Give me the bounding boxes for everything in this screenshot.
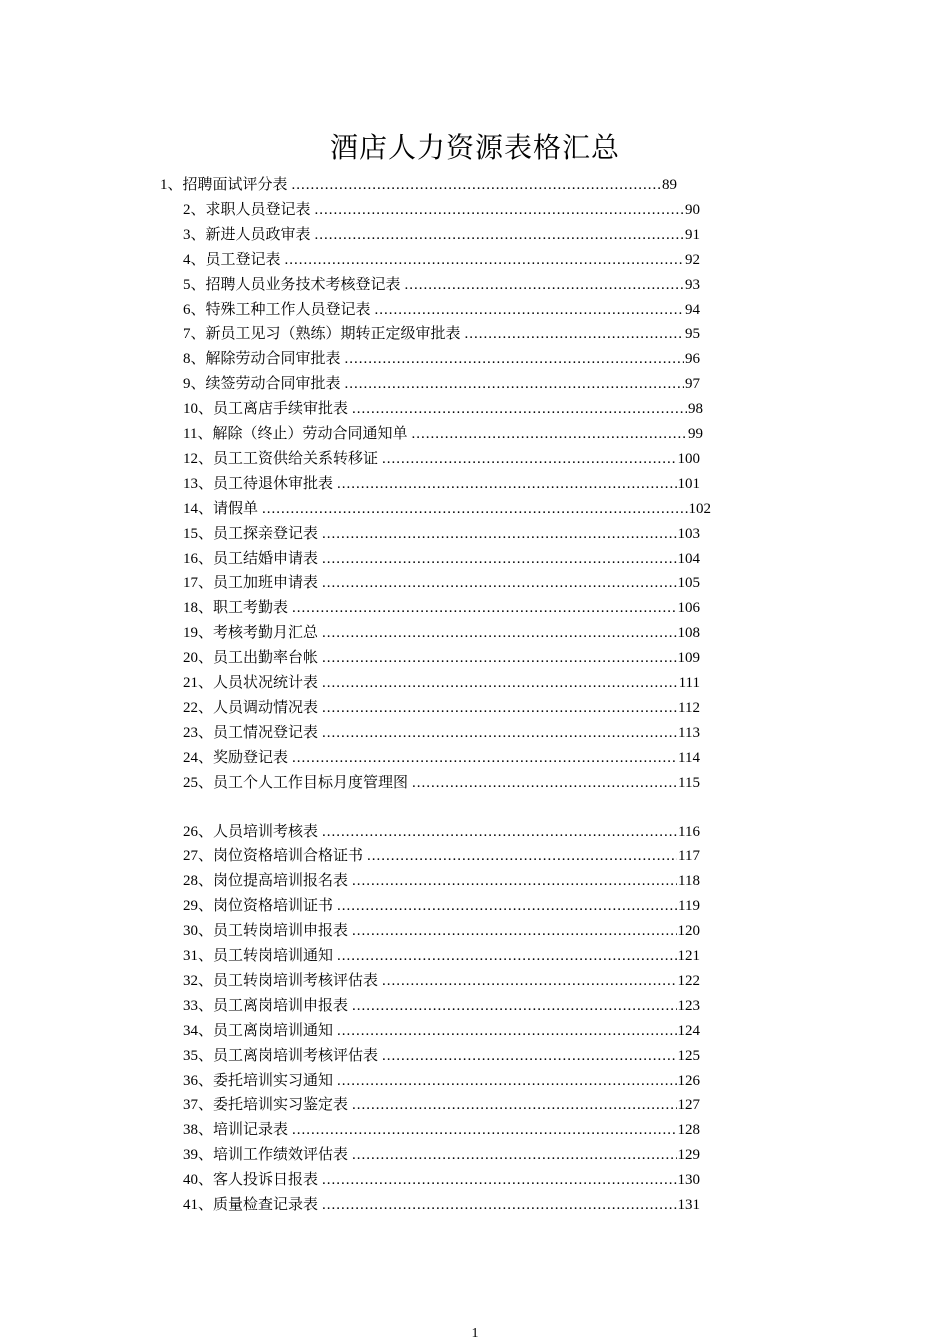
toc-entry-title: 职工考勤表	[213, 598, 289, 617]
toc-entry-number: 22、	[183, 699, 214, 716]
toc-entry-number: 34、	[183, 1022, 214, 1039]
toc-entry-page: 92	[685, 251, 700, 268]
toc-leader-dots	[352, 1144, 676, 1166]
toc-entry-title: 岗位资格培训证书	[213, 896, 334, 915]
toc-entry-label	[183, 198, 311, 221]
toc-entry-number: 17、	[183, 575, 214, 592]
toc-entry-number: 23、	[183, 724, 214, 741]
toc-entry[interactable]	[183, 1020, 700, 1042]
toc-leader-dots	[322, 821, 677, 843]
toc-entry[interactable]	[183, 970, 700, 992]
toc-leader-dots	[337, 1070, 676, 1092]
toc-leader-dots	[322, 722, 677, 744]
toc-entry-page: 113	[678, 724, 700, 741]
toc-entry-number: 15、	[183, 525, 214, 542]
toc-entry-page: 104	[677, 550, 700, 567]
toc-entry-number: 36、	[183, 1072, 214, 1089]
toc-entry[interactable]	[183, 249, 700, 271]
toc-entry[interactable]	[183, 1144, 700, 1166]
toc-entry-page: 121	[677, 948, 700, 964]
toc-entry-title: 员工结婚申请表	[213, 548, 319, 567]
toc-entry-number: 20、	[183, 650, 214, 667]
toc-entry-page: 128	[677, 1122, 700, 1139]
toc-entry-label	[183, 248, 281, 271]
toc-entry-page: 122	[677, 972, 700, 989]
toc-entry[interactable]	[183, 1169, 700, 1191]
toc-entry-title: 解除劳动合同审批表	[205, 349, 341, 368]
toc-entry[interactable]	[183, 1194, 700, 1216]
toc-entry-label	[183, 447, 378, 470]
toc-entry-title: 员工离岗培训考核评估表	[213, 1045, 379, 1064]
toc-entry[interactable]	[183, 647, 700, 669]
toc-leader-dots	[382, 970, 676, 992]
toc-entry-title: 考核考勤月汇总	[213, 623, 319, 642]
toc-entry-number: 25、	[183, 774, 214, 791]
toc-entry-label	[183, 944, 333, 967]
toc-entry-number: 24、	[183, 749, 214, 766]
toc-entry-page: 101	[677, 475, 700, 492]
toc-entry-number: 33、	[183, 997, 214, 1014]
toc-leader-dots	[322, 647, 676, 669]
toc-leader-dots	[292, 597, 676, 619]
toc-entry-title: 奖励登记表	[213, 747, 289, 766]
toc-entry-number: 26、	[183, 823, 214, 840]
toc-entry-label	[160, 173, 288, 196]
toc-entry-title: 委托培训实习鉴定表	[213, 1095, 349, 1114]
toc-entry-page: 89	[662, 177, 677, 193]
toc-entry[interactable]	[183, 920, 700, 942]
toc-entry-number: 4、	[183, 251, 206, 268]
toc-entry-label	[183, 422, 407, 445]
toc-entry-number: 39、	[183, 1147, 214, 1164]
toc-entry-page: 127	[677, 1097, 700, 1114]
toc-entry-number: 35、	[183, 1047, 214, 1064]
toc-entry-number: 2、	[183, 201, 206, 218]
toc-entry-label	[183, 894, 333, 917]
toc-entry-label	[183, 1019, 333, 1042]
toc-entry[interactable]	[183, 622, 700, 644]
toc-leader-dots	[352, 1094, 676, 1116]
toc-entry-label	[183, 1069, 333, 1092]
toc-leader-dots	[411, 423, 687, 445]
toc-entry-page: 102	[688, 500, 711, 517]
toc-entry-label	[183, 372, 341, 395]
toc-entry-number: 1、	[160, 177, 183, 193]
toc-entry-label	[183, 273, 401, 296]
toc-entry-page: 94	[685, 301, 700, 318]
toc-entry-label	[183, 1118, 288, 1141]
toc-entry-page: 130	[677, 1172, 700, 1189]
toc-entry-page: 99	[688, 426, 703, 442]
toc-entry-title: 员工情况登记表	[213, 722, 319, 741]
toc-entry-label	[183, 646, 318, 669]
toc-entry[interactable]	[183, 995, 700, 1017]
toc-entry-number: 3、	[183, 226, 206, 243]
toc-entry-page: 91	[685, 226, 700, 243]
toc-entry-number: 12、	[183, 450, 214, 467]
toc-entry-title: 员工探亲登记表	[213, 523, 319, 542]
toc-entry[interactable]	[183, 1119, 700, 1141]
toc-entry[interactable]	[183, 772, 700, 794]
toc-entry-title: 请假单	[213, 498, 259, 517]
toc-entry-label	[183, 844, 363, 867]
toc-entry[interactable]	[183, 199, 700, 221]
toc-leader-dots	[337, 1020, 676, 1042]
toc-entry-page: 124	[677, 1022, 700, 1039]
toc-leader-dots	[322, 1169, 676, 1191]
toc-leader-dots	[292, 747, 677, 769]
toc-entry-number: 40、	[183, 1172, 214, 1189]
toc-entry-label	[183, 1143, 348, 1166]
toc-leader-dots	[322, 697, 677, 719]
toc-leader-dots	[465, 323, 684, 345]
toc-leader-dots	[352, 870, 677, 892]
toc-entry[interactable]	[183, 299, 700, 321]
toc-entry[interactable]	[183, 1070, 700, 1092]
toc-entry-label	[183, 1044, 378, 1067]
toc-entry[interactable]	[183, 895, 700, 917]
toc-entry-label	[183, 1193, 318, 1216]
toc-entry-title: 员工出勤率台帐	[213, 648, 319, 667]
toc-entry-label	[183, 869, 348, 892]
toc-entry-title: 新进人员政审表	[205, 224, 311, 243]
toc-leader-dots	[285, 249, 684, 271]
toc-entry-number: 18、	[183, 600, 214, 617]
toc-leader-dots	[382, 1045, 676, 1067]
toc-entry-title: 质量检查记录表	[213, 1195, 319, 1213]
toc-entry-page: 120	[677, 923, 700, 940]
toc-leader-dots	[322, 622, 676, 644]
toc-entry-label	[183, 994, 348, 1017]
toc-entry[interactable]	[183, 845, 700, 867]
toc-entry-title: 员工登记表	[205, 249, 281, 268]
toc-leader-dots	[367, 845, 677, 867]
toc-entry-title: 续签劳动合同审批表	[205, 374, 341, 393]
toc-entry-title: 员工工资供给关系转移证	[213, 448, 379, 467]
toc-entry-number: 37、	[183, 1097, 214, 1114]
toc-entry-label	[183, 571, 318, 594]
toc-entry-number: 19、	[183, 625, 214, 642]
toc-leader-dots	[337, 473, 676, 495]
toc-leader-dots	[352, 920, 676, 942]
toc-entry[interactable]	[183, 870, 700, 892]
toc-entry-label	[183, 472, 333, 495]
toc-entry-number: 6、	[183, 301, 206, 318]
toc-entry-label	[183, 596, 288, 619]
toc-entry-number: 30、	[183, 923, 214, 940]
toc-entry[interactable]	[183, 274, 700, 296]
toc-entry-label	[183, 1093, 348, 1116]
toc-leader-dots	[262, 498, 687, 520]
toc-entry-number: 10、	[183, 401, 214, 418]
toc-leader-dots	[352, 398, 687, 420]
toc-entry[interactable]	[183, 373, 700, 395]
toc-entry-title: 员工离岗培训申报表	[213, 995, 349, 1014]
toc-entry-page: 119	[678, 898, 700, 915]
toc-entry-label	[183, 547, 318, 570]
toc-leader-dots	[345, 373, 684, 395]
toc-entry-title: 新员工见习（熟练）期转正定级审批表	[205, 324, 461, 343]
toc-entry[interactable]	[183, 821, 700, 843]
page-number: 1	[471, 1326, 479, 1341]
toc-leader-dots	[322, 1194, 676, 1216]
toc-leader-dots	[352, 995, 676, 1017]
toc-entry-page: 129	[677, 1147, 700, 1164]
toc-entry-page: 95	[685, 326, 700, 343]
toc-entry-title: 岗位资格培训合格证书	[213, 846, 364, 865]
toc-entry-page: 126	[677, 1072, 700, 1089]
toc-leader-dots	[375, 299, 684, 321]
toc-entry-number: 21、	[183, 675, 214, 691]
toc-entry-number: 27、	[183, 848, 214, 865]
toc-entry[interactable]	[183, 672, 700, 694]
toc-leader-dots	[337, 945, 676, 967]
toc-entry-number: 41、	[183, 1197, 214, 1213]
toc-entry-page: 131	[677, 1197, 700, 1213]
toc-entry-title: 招聘人员业务技术考核登记表	[205, 274, 401, 293]
toc-entry-label	[183, 671, 318, 694]
toc-leader-dots	[412, 772, 677, 794]
toc-entry[interactable]	[183, 548, 700, 570]
toc-entry-number: 7、	[183, 326, 206, 343]
toc-entry-page: 114	[678, 749, 700, 766]
toc-leader-dots	[322, 523, 676, 545]
toc-entry-title: 人员调动情况表	[213, 697, 319, 716]
toc-entry-page: 96	[685, 351, 700, 368]
toc-entry-title: 员工转岗培训考核评估表	[213, 970, 379, 989]
toc-entry-number: 32、	[183, 972, 214, 989]
toc-entry[interactable]	[183, 448, 700, 470]
toc-entry-label	[183, 322, 461, 345]
toc-entry-page: 115	[678, 774, 700, 791]
toc-entry-title: 特殊工种工作人员登记表	[205, 299, 371, 318]
toc-entry-page: 105	[677, 575, 700, 592]
toc-entry-title: 培训工作绩效评估表	[213, 1145, 349, 1164]
toc-entry-page: 93	[685, 276, 700, 293]
toc-entry-title: 客人投诉日报表	[213, 1170, 319, 1189]
toc-entry[interactable]	[183, 473, 700, 495]
toc-entry-label	[183, 721, 318, 744]
toc-leader-dots	[337, 895, 677, 917]
toc-leader-dots	[292, 1119, 676, 1141]
toc-leader-dots	[322, 572, 676, 594]
toc-entry-page: 108	[677, 625, 700, 642]
toc-entry[interactable]	[183, 523, 700, 545]
toc-entry-title: 员工待退休审批表	[213, 473, 334, 492]
toc-entry[interactable]	[183, 1094, 700, 1116]
toc-entry[interactable]	[183, 323, 700, 345]
toc-entry[interactable]	[183, 498, 711, 520]
toc-entry-title: 员工转岗培训申报表	[213, 921, 349, 940]
toc-entry-title: 员工个人工作目标月度管理图	[213, 772, 409, 791]
toc-entry-number: 5、	[183, 276, 206, 293]
toc-entry[interactable]	[183, 597, 700, 619]
toc-entry-label	[183, 522, 318, 545]
toc-entry-number: 13、	[183, 475, 214, 492]
toc-entry-page: 116	[678, 823, 700, 840]
toc-entry[interactable]	[183, 697, 700, 719]
toc-leader-dots	[315, 224, 684, 246]
toc-leader-dots	[322, 548, 676, 570]
toc-entry-title: 培训记录表	[213, 1120, 289, 1139]
toc-entry-number: 8、	[183, 351, 206, 368]
toc-entry-label	[183, 497, 258, 520]
toc-entry-page: 100	[677, 450, 700, 467]
toc-leader-dots	[292, 174, 661, 196]
toc-entry-label	[183, 969, 378, 992]
toc-entry-label	[183, 223, 311, 246]
toc-entry-page: 103	[677, 525, 700, 542]
toc-entry-title: 员工转岗培训通知	[213, 946, 334, 964]
toc-entry[interactable]	[183, 224, 700, 246]
toc-entry-number: 11、	[183, 426, 213, 442]
toc-entry-title: 招聘面试评分表	[182, 175, 288, 193]
toc-entry-title: 员工离岗培训通知	[213, 1020, 334, 1039]
toc-entry-number: 38、	[183, 1122, 214, 1139]
toc-entry[interactable]	[183, 722, 700, 744]
toc-entry-title: 委托培训实习通知	[213, 1070, 334, 1089]
toc-entry-page: 125	[677, 1047, 700, 1064]
toc-entry-page: 117	[678, 848, 700, 865]
toc-entry-title: 解除（终止）劳动合同通知单	[212, 424, 408, 442]
toc-entry-label	[183, 347, 341, 370]
toc-entry[interactable]	[183, 348, 700, 370]
toc-entry-number: 9、	[183, 376, 206, 393]
toc-entry-page: 118	[678, 873, 700, 890]
toc-entry-title: 求职人员登记表	[205, 199, 311, 218]
toc-entry-label	[183, 919, 348, 942]
toc-entry[interactable]	[160, 174, 677, 196]
toc-entry-page: 109	[677, 650, 700, 667]
toc-entry-page: 111	[678, 675, 700, 691]
toc-entry-label	[183, 746, 288, 769]
toc-entry-label	[183, 696, 318, 719]
toc-entry-number: 29、	[183, 898, 214, 915]
toc-entry[interactable]	[183, 572, 700, 594]
toc-entry[interactable]	[183, 1045, 700, 1067]
toc-entry-page: 123	[677, 997, 700, 1014]
toc-entry-page: 98	[688, 401, 703, 418]
toc-entry-number: 14、	[183, 500, 214, 517]
toc-leader-dots	[345, 348, 684, 370]
toc-entry[interactable]	[183, 747, 700, 769]
toc-entry-page: 112	[678, 699, 700, 716]
toc-entry-label	[183, 771, 408, 794]
document-title: 酒店人力资源表格汇总	[329, 131, 620, 164]
toc-entry-page: 90	[685, 201, 700, 218]
toc-entry-number: 31、	[183, 948, 214, 964]
toc-entry-number: 16、	[183, 550, 214, 567]
toc-entry-label	[183, 820, 318, 843]
toc-entry-title: 人员培训考核表	[213, 821, 319, 840]
toc-entry-title: 岗位提高培训报名表	[213, 871, 349, 890]
toc-leader-dots	[405, 274, 684, 296]
toc-entry-label	[183, 1168, 318, 1191]
toc-entry-title: 人员状况统计表	[213, 673, 319, 691]
toc-entry-label	[183, 621, 318, 644]
toc-entry-title: 员工离店手续审批表	[213, 399, 349, 418]
toc-entry-label	[183, 397, 348, 420]
toc-entry[interactable]	[183, 398, 703, 420]
toc-entry-title: 员工加班申请表	[213, 573, 319, 592]
toc-entry-number: 28、	[183, 873, 214, 890]
toc-entry-page: 97	[685, 376, 700, 393]
toc-leader-dots	[315, 199, 684, 221]
toc-entry[interactable]	[183, 945, 700, 967]
toc-entry[interactable]	[183, 423, 703, 445]
toc-leader-dots	[322, 672, 678, 694]
toc-entry-page: 106	[677, 600, 700, 617]
toc-entry-label	[183, 298, 371, 321]
toc-leader-dots	[382, 448, 676, 470]
